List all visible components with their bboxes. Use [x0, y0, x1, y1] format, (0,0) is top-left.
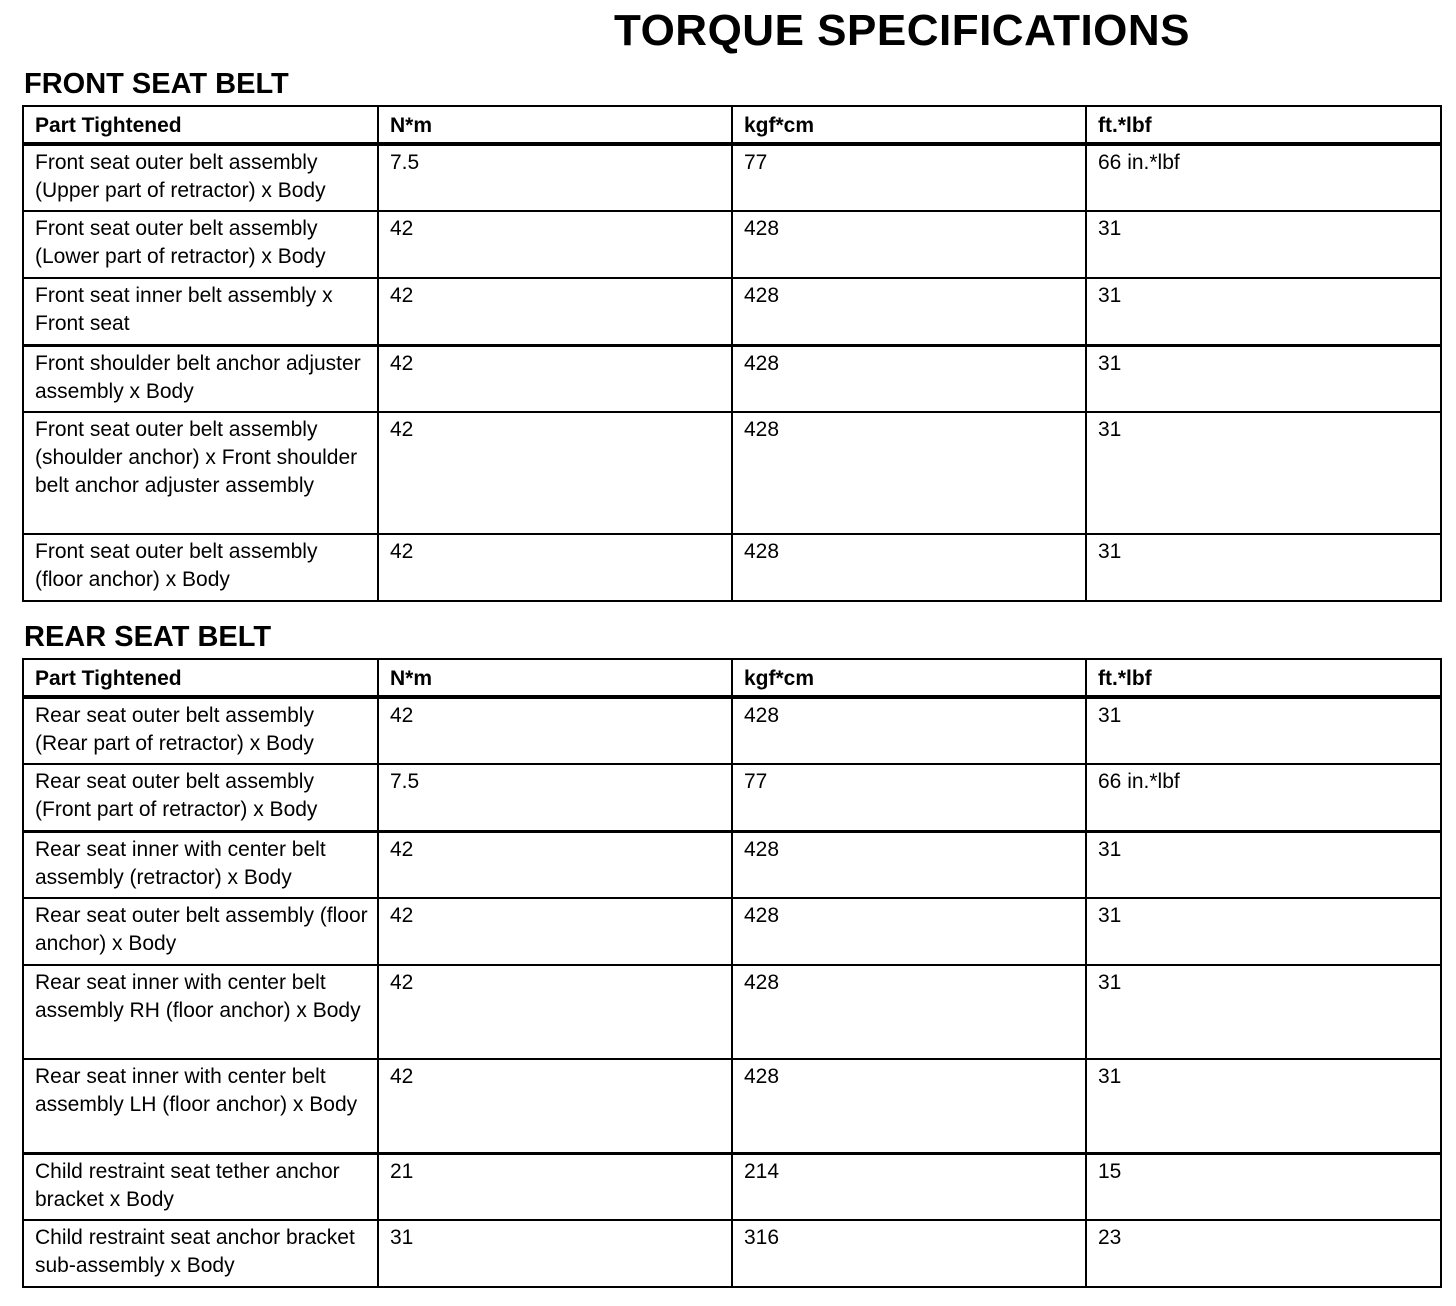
front-seat-belt-heading: FRONT SEAT BELT [24, 68, 289, 100]
nm-cell: 7.5 [378, 144, 732, 211]
kgf-cell: 428 [732, 965, 1086, 1059]
kgf-cell: 428 [732, 345, 1086, 412]
kgf-cell: 428 [732, 278, 1086, 345]
nm-cell: 42 [378, 898, 732, 965]
ftlbf-cell: 31 [1086, 211, 1441, 278]
nm-cell: 42 [378, 412, 732, 534]
nm-cell: 31 [378, 1220, 732, 1287]
kgf-cell: 77 [732, 144, 1086, 211]
kgf-cell: 428 [732, 534, 1086, 601]
ftlbf-cell: 23 [1086, 1220, 1441, 1287]
part-cell: Front seat inner belt assembly x Front seat [23, 278, 378, 345]
ftlbf-cell: 31 [1086, 965, 1441, 1059]
kgf-cell: 428 [732, 1059, 1086, 1153]
header-part-tightened: Part Tightened [23, 659, 378, 697]
ftlbf-cell: 31 [1086, 898, 1441, 965]
part-cell: Child restraint seat tether anchor bracket x Body [23, 1153, 378, 1220]
nm-cell: 7.5 [378, 764, 732, 831]
ftlbf-cell: 31 [1086, 278, 1441, 345]
part-cell: Rear seat inner with center belt assembly LH (floor anchor) x Body [23, 1059, 378, 1153]
nm-cell: 42 [378, 278, 732, 345]
rear-seat-belt-heading: REAR SEAT BELT [24, 621, 272, 653]
table-row [23, 1220, 1441, 1287]
ftlbf-cell: 15 [1086, 1153, 1441, 1220]
header-ft-lbf: ft.*lbf [1086, 106, 1441, 144]
nm-cell: 42 [378, 534, 732, 601]
header-nm: N*m [378, 106, 732, 144]
table-row [23, 345, 1441, 412]
header-kgf-cm: kgf*cm [732, 659, 1086, 697]
ftlbf-cell: 31 [1086, 697, 1441, 764]
table-row [23, 534, 1441, 601]
part-cell: Rear seat outer belt assembly (Front part of retractor) x Body [23, 764, 378, 831]
nm-cell: 42 [378, 345, 732, 412]
part-cell: Front seat outer belt assembly (floor anchor) x Body [23, 534, 378, 601]
table-row [23, 1059, 1441, 1153]
ftlbf-cell: 31 [1086, 831, 1441, 898]
table-header-row [23, 659, 1441, 697]
table-row [23, 278, 1441, 345]
part-cell: Rear seat inner with center belt assembly (retractor) x Body [23, 831, 378, 898]
table-row [23, 144, 1441, 211]
header-nm: N*m [378, 659, 732, 697]
rear-seat-belt-table [22, 658, 1442, 1288]
header-part-tightened: Part Tightened [23, 106, 378, 144]
header-kgf-cm: kgf*cm [732, 106, 1086, 144]
kgf-cell: 214 [732, 1153, 1086, 1220]
table-row [23, 1153, 1441, 1220]
table-header-row [23, 106, 1441, 144]
part-cell: Rear seat outer belt assembly (Rear part of retractor) x Body [23, 697, 378, 764]
kgf-cell: 428 [732, 412, 1086, 534]
ftlbf-cell: 31 [1086, 345, 1441, 412]
kgf-cell: 428 [732, 211, 1086, 278]
part-cell: Rear seat inner with center belt assembly RH (floor anchor) x Body [23, 965, 378, 1059]
table-row [23, 898, 1441, 965]
table-row [23, 831, 1441, 898]
nm-cell: 21 [378, 1153, 732, 1220]
ftlbf-cell: 31 [1086, 534, 1441, 601]
table-row [23, 965, 1441, 1059]
nm-cell: 42 [378, 831, 732, 898]
page-title: TORQUE SPECIFICATIONS [614, 6, 1191, 55]
ftlbf-cell: 66 in.*lbf [1086, 144, 1441, 211]
kgf-cell: 316 [732, 1220, 1086, 1287]
table-row [23, 412, 1441, 534]
nm-cell: 42 [378, 697, 732, 764]
kgf-cell: 428 [732, 697, 1086, 764]
ftlbf-cell: 31 [1086, 412, 1441, 534]
part-cell: Rear seat outer belt assembly (floor anchor) x Body [23, 898, 378, 965]
kgf-cell: 77 [732, 764, 1086, 831]
ftlbf-cell: 66 in.*lbf [1086, 764, 1441, 831]
part-cell: Front seat outer belt assembly (Lower part of retractor) x Body [23, 211, 378, 278]
ftlbf-cell: 31 [1086, 1059, 1441, 1153]
part-cell: Front shoulder belt anchor adjuster assembly x Body [23, 345, 378, 412]
nm-cell: 42 [378, 1059, 732, 1153]
header-ft-lbf: ft.*lbf [1086, 659, 1441, 697]
part-cell: Child restraint seat anchor bracket sub-assembly x Body [23, 1220, 378, 1287]
part-cell: Front seat outer belt assembly (Upper part of retractor) x Body [23, 144, 378, 211]
nm-cell: 42 [378, 211, 732, 278]
part-cell: Front seat outer belt assembly (shoulder anchor) x Front shoulder belt anchor adjuster assembly [23, 412, 378, 534]
table-row [23, 211, 1441, 278]
table-row [23, 764, 1441, 831]
kgf-cell: 428 [732, 898, 1086, 965]
nm-cell: 42 [378, 965, 732, 1059]
table-row [23, 697, 1441, 764]
front-seat-belt-table [22, 105, 1442, 602]
kgf-cell: 428 [732, 831, 1086, 898]
